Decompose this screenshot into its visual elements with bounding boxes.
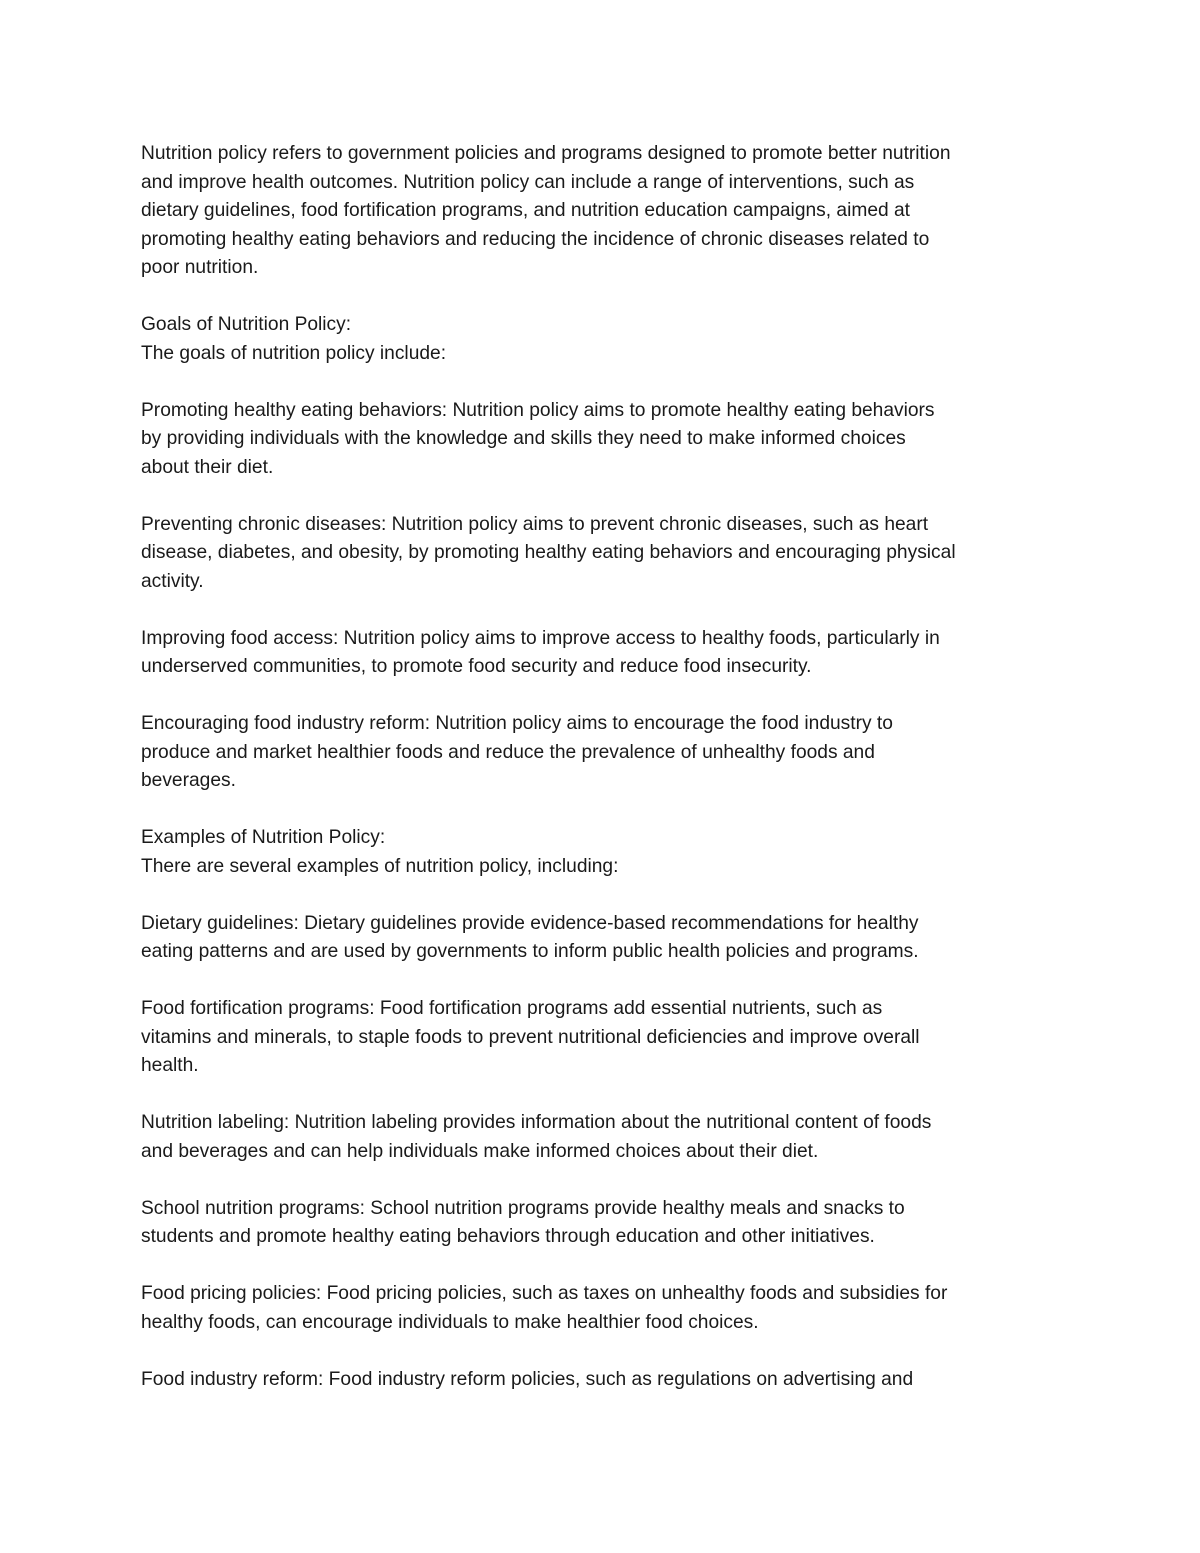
text-line: Encouraging food industry reform: Nutrition policy aims to encourage the food industry to <box>141 713 893 734</box>
text-line: students and promote healthy eating behaviors through education and other initiatives. <box>141 1226 875 1247</box>
document-body <box>141 140 1071 1394</box>
example-paragraph <box>141 910 1071 967</box>
text-line: disease, diabetes, and obesity, by promoting healthy eating behaviors and encouraging physical <box>141 542 956 563</box>
text-line: and beverages and can help individuals make informed choices about their diet. <box>141 1140 819 1162</box>
text-line: Promoting healthy eating behaviors: Nutrition policy aims to promote healthy eating behaviors <box>141 399 935 421</box>
text-line: produce and market healthier foods and reduce the prevalence of unhealthy foods and <box>141 741 875 763</box>
text-line: School nutrition programs: School nutrition programs provide healthy meals and snacks to <box>141 1197 905 1219</box>
goals-heading: Goals of Nutrition Policy: <box>141 314 352 335</box>
text-line: and improve health outcomes. Nutrition policy can include a range of interventions, such as <box>141 171 915 193</box>
text-line: underserved communities, to promote food security and reduce food insecurity. <box>141 656 812 677</box>
text-line: promoting healthy eating behaviors and reducing the incidence of chronic diseases related to <box>141 228 930 250</box>
goal-paragraph <box>141 710 1071 796</box>
text-line: dietary guidelines, food fortification programs, and nutrition education campaigns, aimed at <box>141 200 911 221</box>
example-paragraph <box>141 1366 1071 1395</box>
text-line: Food pricing policies: Food pricing policies, such as taxes on unhealthy foods and subsidies for <box>141 1283 948 1304</box>
text-line: Dietary guidelines: Dietary guidelines provide evidence-based recommendations for healthy <box>141 912 919 934</box>
text-line: by providing individuals with the knowledge and skills they need to make informed choices <box>141 428 906 449</box>
text-line: beverages. <box>141 770 236 791</box>
text-line: poor nutrition. <box>141 257 259 278</box>
goal-paragraph <box>141 397 1071 483</box>
example-paragraph <box>141 1195 1071 1252</box>
text-line: Preventing chronic diseases: Nutrition policy aims to prevent chronic diseases, such as heart <box>141 513 929 535</box>
goal-paragraph <box>141 511 1071 597</box>
intro-paragraph <box>141 140 1071 283</box>
goal-paragraph <box>141 625 1071 682</box>
text-line: Nutrition policy refers to government policies and programs designed to promote better nutrition <box>141 143 951 164</box>
text-line: eating patterns and are used by governments to inform public health policies and programs. <box>141 941 919 962</box>
text-line: Food fortification programs: Food fortification programs add essential nutrients, such as <box>141 998 883 1019</box>
text-line: activity. <box>141 570 204 592</box>
example-paragraph <box>141 995 1071 1081</box>
examples-heading: Examples of Nutrition Policy: <box>141 827 386 848</box>
text-line: health. <box>141 1055 199 1076</box>
examples-intro: There are several examples of nutrition policy, including: <box>141 855 619 877</box>
text-line: vitamins and minerals, to staple foods to prevent nutritional deficiencies and improve overall <box>141 1026 920 1048</box>
text-line: healthy foods, can encourage individuals to make healthier food choices. <box>141 1311 759 1333</box>
example-paragraph <box>141 1109 1071 1166</box>
text-line: Food industry reform: Food industry reform policies, such as regulations on advertising and <box>141 1368 914 1390</box>
text-line: Nutrition labeling: Nutrition labeling provides information about the nutritional content of foods <box>141 1112 932 1133</box>
text-line: Improving food access: Nutrition policy aims to improve access to healthy foods, particularly in <box>141 627 940 649</box>
text-line: about their diet. <box>141 456 274 478</box>
goals-intro: The goals of nutrition policy include: <box>141 342 447 364</box>
example-paragraph <box>141 1280 1071 1337</box>
